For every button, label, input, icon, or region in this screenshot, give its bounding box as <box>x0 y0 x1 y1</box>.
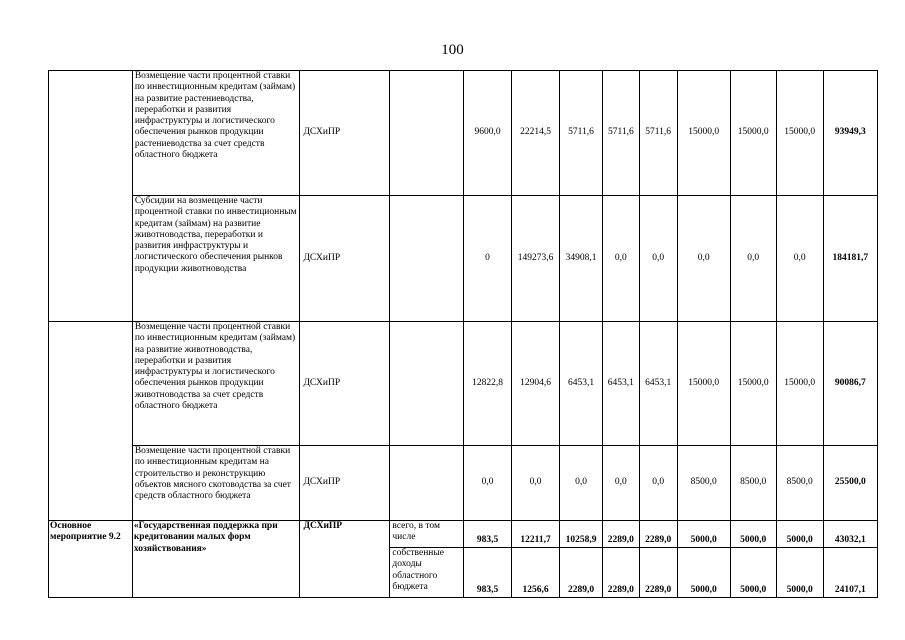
row-executor: ДСХиПР <box>300 71 390 196</box>
value-cell: 22214,5 <box>512 71 560 196</box>
value-cell: 10258,9 <box>560 521 603 548</box>
value-cell: 983,5 <box>463 521 511 548</box>
row-executor: ДСХиПР <box>300 322 390 446</box>
value-cell: 5711,6 <box>639 71 677 196</box>
value-cell: 0,0 <box>602 446 639 521</box>
value-cell: 5000,0 <box>677 548 730 598</box>
value-cell: 0,0 <box>677 196 730 322</box>
value-cell: 0,0 <box>602 196 639 322</box>
value-cell: 2289,0 <box>639 521 677 548</box>
value-cell: 0,0 <box>639 196 677 322</box>
value-cell: 8500,0 <box>776 446 823 521</box>
value-cell: 12904,6 <box>512 322 560 446</box>
value-cell: 15000,0 <box>730 322 776 446</box>
value-cell: 6453,1 <box>602 322 639 446</box>
empty-cell <box>49 322 133 521</box>
measure-row <box>49 521 878 548</box>
row-total: 93949,3 <box>823 71 877 196</box>
value-cell: 0,0 <box>776 196 823 322</box>
empty-cell <box>49 71 133 322</box>
value-cell: 2289,0 <box>602 521 639 548</box>
row-executor: ДСХиПР <box>300 446 390 521</box>
row-total: 43032,1 <box>823 521 877 548</box>
value-cell: 15000,0 <box>776 322 823 446</box>
table-row <box>49 71 878 196</box>
value-cell: 15000,0 <box>677 322 730 446</box>
row-total: 24107,1 <box>823 548 877 598</box>
value-cell: 983,5 <box>463 548 511 598</box>
value-cell: 149273,6 <box>512 196 560 322</box>
value-cell: 6453,1 <box>639 322 677 446</box>
row-total: 25500,0 <box>823 446 877 521</box>
value-cell: 5711,6 <box>602 71 639 196</box>
measure-description: «Государственная поддержка при кредитовании малых форм хозяйствования» <box>132 521 300 598</box>
value-cell: 1256,6 <box>512 548 560 598</box>
funding-source: собственные доходы областного бюджета <box>390 548 464 598</box>
value-cell: 0,0 <box>560 446 603 521</box>
value-cell: 5000,0 <box>776 548 823 598</box>
value-cell: 6453,1 <box>560 322 603 446</box>
budget-table <box>48 70 878 598</box>
value-cell: 0 <box>463 196 511 322</box>
value-cell: 0,0 <box>463 446 511 521</box>
row-description: Возмещение части процентной ставки по инвестиционным кредитам на строительство и реконструкцию объектов мясного скотоводства за счет средств областного бюджета <box>132 446 300 521</box>
value-cell: 15000,0 <box>730 71 776 196</box>
value-cell: 0,0 <box>512 446 560 521</box>
value-cell: 9600,0 <box>463 71 511 196</box>
row-executor: ДСХиПР <box>300 196 390 322</box>
row-description: Возмещение части процентной ставки по инвестиционным кредитам (займам) на развитие животноводства, переработки и развития инфраструктуры и логистического обеспечения рынков продукции животноводства за счет средств областного бюджета <box>132 322 300 446</box>
value-cell: 12211,7 <box>512 521 560 548</box>
table-row <box>49 446 878 521</box>
measure-label: Основное мероприятие 9.2 <box>49 521 133 598</box>
value-cell: 2289,0 <box>560 548 603 598</box>
row-total: 184181,7 <box>823 196 877 322</box>
row-source <box>390 71 464 196</box>
value-cell: 5000,0 <box>730 548 776 598</box>
table-row <box>49 322 878 446</box>
value-cell: 8500,0 <box>677 446 730 521</box>
value-cell: 5711,6 <box>560 71 603 196</box>
value-cell: 12822,8 <box>463 322 511 446</box>
value-cell: 8500,0 <box>730 446 776 521</box>
value-cell: 15000,0 <box>776 71 823 196</box>
value-cell: 5000,0 <box>677 521 730 548</box>
table-row <box>49 196 878 322</box>
measure-executor: ДСХиПР <box>300 521 390 598</box>
value-cell: 5000,0 <box>776 521 823 548</box>
page-number: 100 <box>441 42 464 58</box>
value-cell: 2289,0 <box>639 548 677 598</box>
value-cell: 34908,1 <box>560 196 603 322</box>
row-source <box>390 196 464 322</box>
row-source <box>390 322 464 446</box>
value-cell: 2289,0 <box>602 548 639 598</box>
funding-source: всего, в том числе <box>390 521 464 548</box>
row-total: 90086,7 <box>823 322 877 446</box>
value-cell: 0,0 <box>730 196 776 322</box>
value-cell: 15000,0 <box>677 71 730 196</box>
value-cell: 0,0 <box>639 446 677 521</box>
row-description: Возмещение части процентной ставки по инвестиционным кредитам (займам) на развитие растениеводства, переработки и развития инфраструктуры и логистического обеспечения рынков продукции растениеводства за счет средств областного бюджета <box>132 71 300 196</box>
row-source <box>390 446 464 521</box>
row-description: Субсидии на возмещение части процентной ставки по инвестиционным кредитам (займам) на развитие животноводства, переработки и развития инфраструктуры и логистического обеспечения рынков продукции животноводства <box>132 196 300 322</box>
value-cell: 5000,0 <box>730 521 776 548</box>
